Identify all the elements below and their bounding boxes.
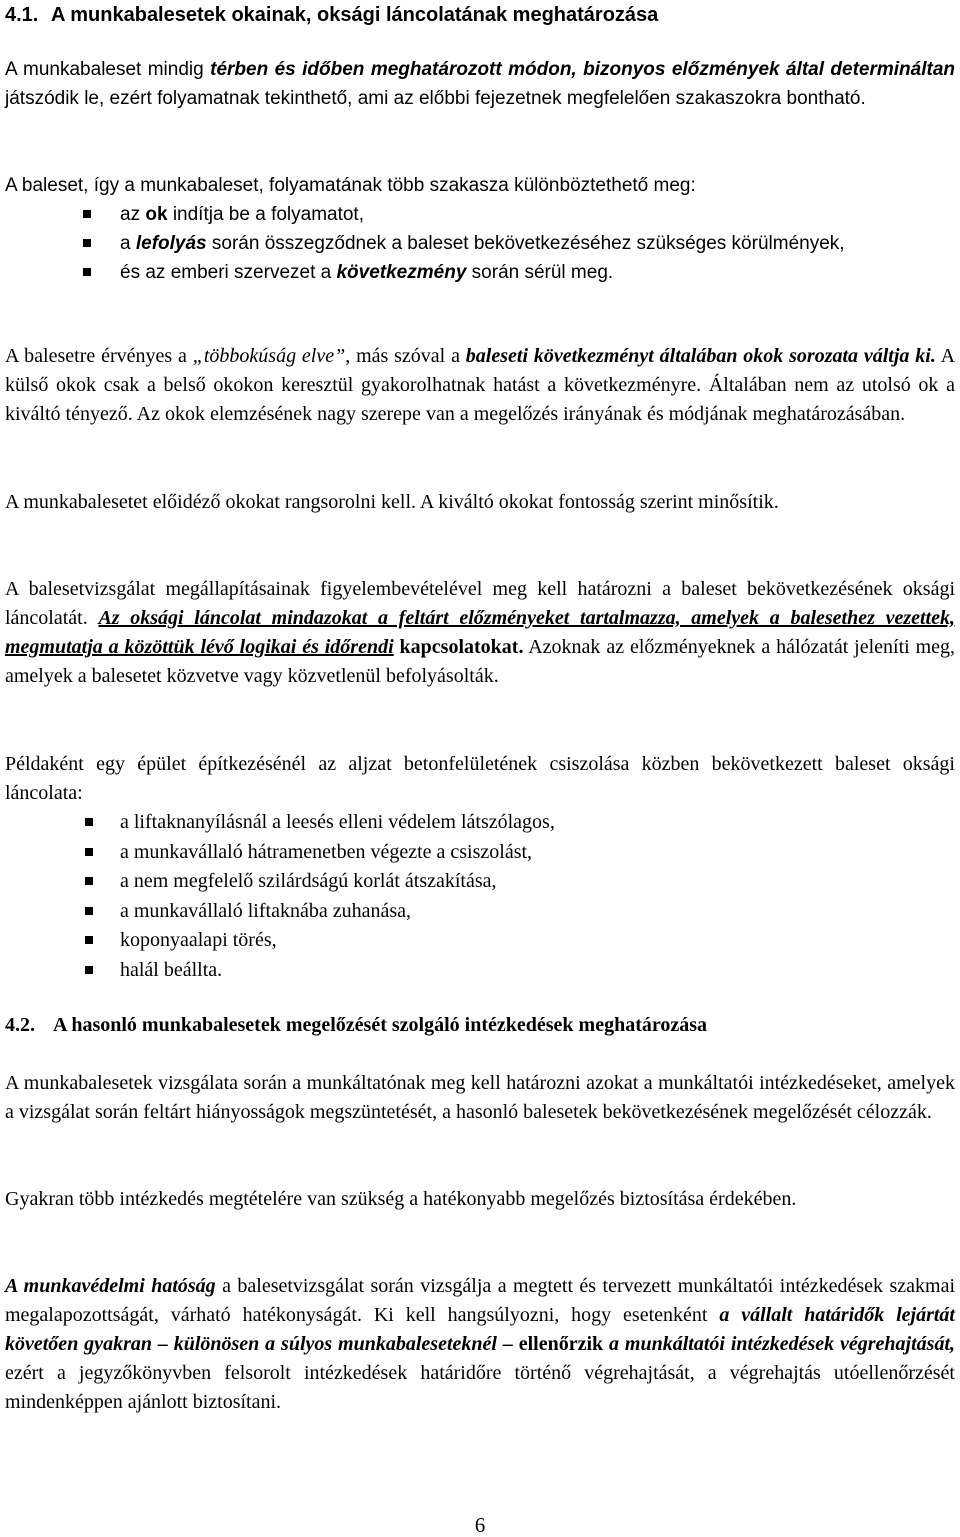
list-item xyxy=(5,897,955,927)
paragraph-stages xyxy=(5,171,955,200)
square-bullet-icon xyxy=(83,239,91,247)
list-item xyxy=(5,229,955,258)
section-heading-4-1 xyxy=(5,2,955,28)
square-bullet-icon xyxy=(85,877,93,885)
text-run: koponyaalapi törés, xyxy=(120,929,277,951)
emphasis-text: Az oksági láncolat mindazokat a feltárt előzményeket tartalmazza, amelyek a balesethez vezettek, megmutatja a közöttük lévő logikai és időrendi xyxy=(5,607,955,658)
paragraph-authority xyxy=(5,1272,955,1417)
emphasis-text: a vállalt határidők lejártát követően gyakran – különösen a súlyos munkabaleseteknél – xyxy=(5,1304,955,1355)
paragraph-ranking xyxy=(5,488,955,517)
text-run: indítja be a folyamatot, xyxy=(167,204,364,225)
square-bullet-icon xyxy=(85,848,93,856)
square-bullet-icon xyxy=(85,936,93,944)
text-run: a liftaknanyílásnál a leesés elleni védelem látszólagos, xyxy=(120,811,555,833)
square-bullet-icon xyxy=(83,210,91,218)
list-item xyxy=(5,838,955,868)
emphasis-text: következmény xyxy=(336,262,467,283)
emphasis-text: ellenőrzik xyxy=(518,1333,604,1355)
section-number: 4.2. xyxy=(5,1014,35,1036)
paragraph-intro xyxy=(5,55,955,113)
text-run: A baleset, így a munkabaleset, folyamatának több szakasza különböztethető meg: xyxy=(5,175,696,196)
list-item xyxy=(5,867,955,897)
text-run: és az emberi szervezet a xyxy=(120,262,337,283)
emphasis-text: „többokúság elve” xyxy=(192,345,346,367)
text-run: során összegződnek a baleset bekövetkezéséhez szükséges körülmények, xyxy=(206,233,845,254)
document-page xyxy=(5,0,955,1537)
text-run: , más szóval a xyxy=(345,345,466,367)
page-number: 6 xyxy=(474,1513,486,1537)
text-run: Példaként egy épület építkezésénél az aljzat betonfelületének csiszolása közben bekövetkezett baleset oksági láncolata: xyxy=(5,753,955,804)
emphasis-text: kapcsolatokat. xyxy=(399,636,524,658)
text-run: ezért a jegyzőkönyvben felsorolt intézkedések határidőre történő végrehajtását, a végrehajtás utóellenőrzését mindenképpen ajánlott biztosítani. xyxy=(5,1362,955,1413)
text-run: játszódik le, ezért folyamatnak tekinthető, ami az előbbi fejezetnek megfelelően szakaszokra bontható. xyxy=(5,88,866,109)
text-run: Azoknak az előzményeknek a hálózatát jeleníti meg, amelyek a balesetet közvetve vagy közvetlenül befolyásolták. xyxy=(5,636,956,687)
list-item xyxy=(5,258,955,287)
text-run: Gyakran több intézkedés megtételére van szükség a hatékonyabb megelőzés biztosítása érdekében. xyxy=(5,1188,797,1210)
stages-list xyxy=(5,200,955,287)
square-bullet-icon xyxy=(85,966,93,974)
emphasis-text: térben és időben meghatározott módon, bizonyos előzmények által determináltan xyxy=(210,59,955,80)
text-run: A munkabalesetek vizsgálata során a munkáltatónak meg kell határozni azokat a munkáltatói intézkedéseket, amelyek a vizsgálat során feltárt hiányosságok megszüntetését, a hasonló balesetek bekövetkezésének megelőzését célozzák. xyxy=(5,1072,955,1123)
text-run: a xyxy=(120,233,136,254)
text-run: a munkavállaló liftaknába zuhanása, xyxy=(120,899,411,922)
square-bullet-icon xyxy=(83,268,91,276)
text-run: A külső okok csak a belső okokon keresztül gyakorolhatnak hatást a következményre. Általában nem az utolsó ok a kiváltó tényező. Az okok elemzésének nagy szerepe van a megelőzés irányának és módjának meghatározásában. xyxy=(5,345,956,425)
text-run: a nem megfelelő szilárdságú korlát átszakítása, xyxy=(120,870,497,892)
emphasis-text: lefolyás xyxy=(135,233,207,254)
section-number: 4.1. xyxy=(5,4,39,26)
emphasis-text: a munkáltatói intézkedések végrehajtását, xyxy=(609,1333,956,1355)
section-heading-4-2 xyxy=(5,1012,955,1038)
paragraph-example xyxy=(5,750,955,808)
paragraph-multiple-measures xyxy=(5,1185,955,1214)
section-title: A munkabalesetek okainak, oksági láncolatának meghatározása xyxy=(51,4,659,26)
emphasis-text: A munkavédelmi hatóság xyxy=(5,1275,216,1297)
square-bullet-icon xyxy=(85,907,93,915)
paragraph-employer-measures xyxy=(5,1069,955,1127)
text-run: az xyxy=(120,204,146,225)
text-run: A munkabalesetet előidéző okokat rangsorolni kell. A kiváltó okokat fontosság szerint minősítik. xyxy=(5,491,779,513)
list-item xyxy=(5,956,955,986)
text-run: halál beállta. xyxy=(120,958,223,981)
emphasis-text: baleseti következményt általában okok sorozata váltja ki. xyxy=(465,345,936,367)
text-run: során sérül meg. xyxy=(466,262,614,283)
section-title: A hasonló munkabalesetek megelőzését szolgáló intézkedések meghatározása xyxy=(53,1014,708,1036)
text-run: A balesetre érvényes a xyxy=(5,345,193,367)
text-run: a balesetvizsgálat során vizsgálja a megtett és tervezett munkáltatói intézkedések szakmai megalapozottságát, várható hatékonyságát. Ki kell hangsúlyozni, hogy esetenként xyxy=(5,1275,955,1326)
list-item xyxy=(5,200,955,229)
square-bullet-icon xyxy=(85,818,93,826)
example-chain-list xyxy=(5,808,955,985)
list-item xyxy=(5,926,955,956)
paragraph-multi-cause xyxy=(5,342,955,429)
paragraph-causal-chain xyxy=(5,575,955,691)
text-run: A balesetvizsgálat megállapításainak figyelembevételével meg kell határozni a baleset bekövetkezésének oksági láncolatát. xyxy=(5,578,955,629)
text-run: A munkabaleset mindig xyxy=(5,59,211,80)
list-item xyxy=(5,808,955,838)
text-run: a munkavállaló hátramenetben végezte a csiszolást, xyxy=(120,840,533,863)
emphasis-text: ok xyxy=(145,204,168,225)
